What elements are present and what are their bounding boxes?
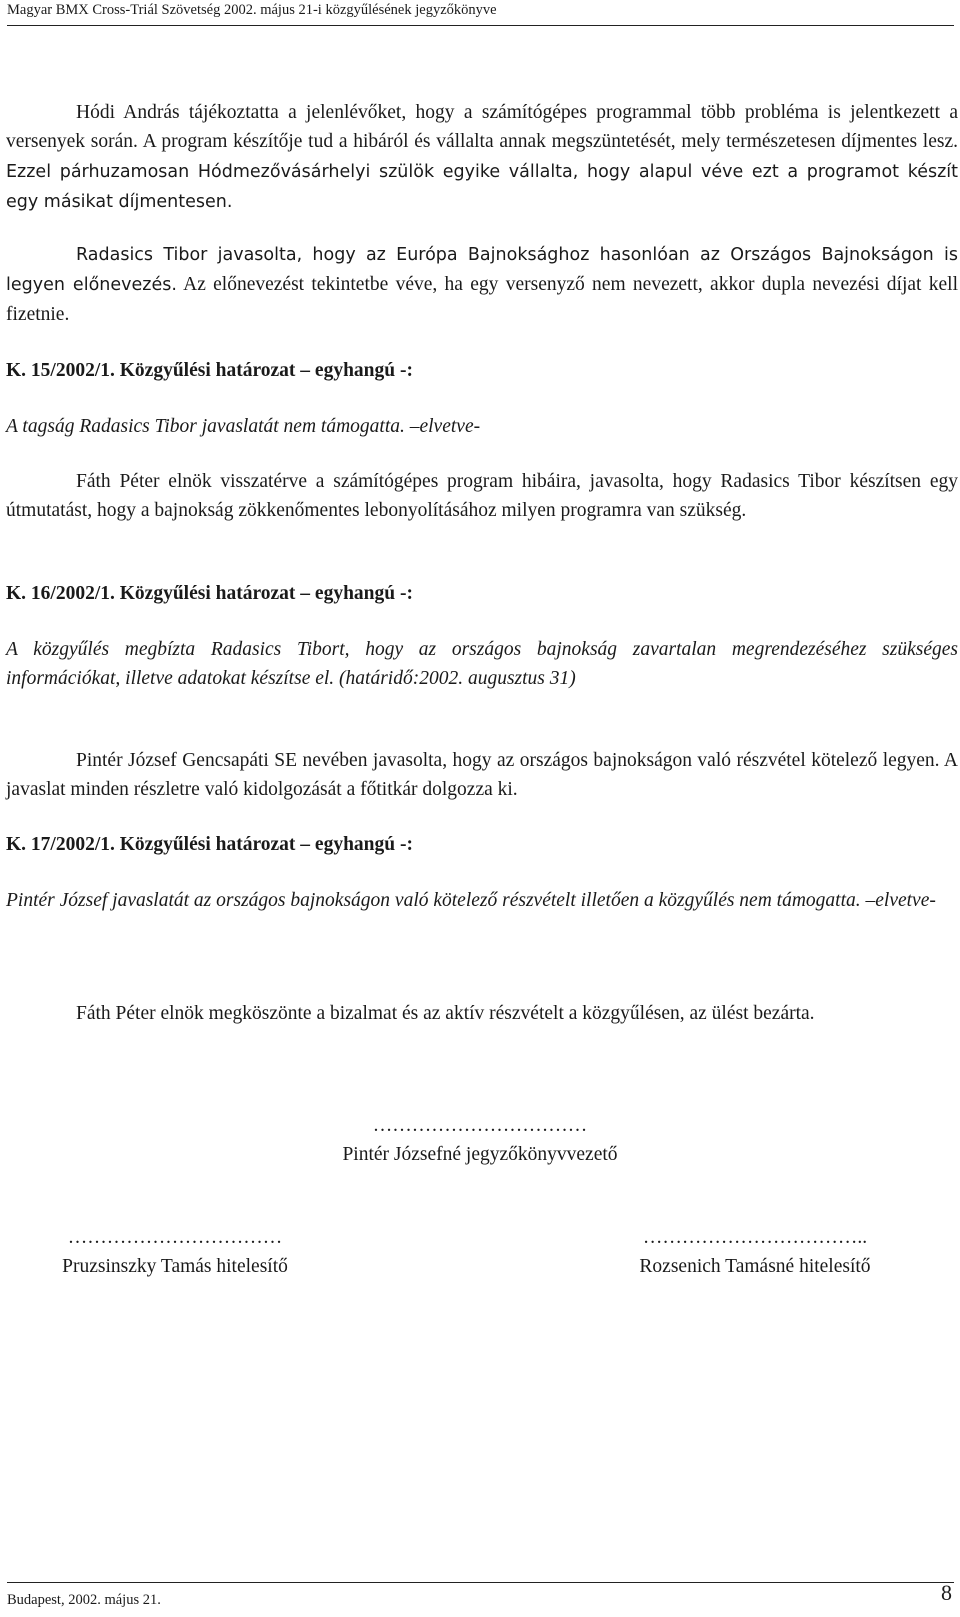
header-divider (7, 25, 954, 26)
paragraph-prenomination-part2: Az előnevezést tekintetbe véve, ha egy versenyző nem nevezett, akkor dupla nevezési díjat kell fizetnie. (6, 274, 958, 325)
signature-authenticator-left (10, 1223, 340, 1281)
paragraph-mandatory-participation: Pintér József Gencsapáti SE nevében javasolta, hogy az országos bajnokságon való részvétel kötelező legyen. A javaslat minden részletre való kidolgozását a főtitkár dolgozza ki. (6, 750, 958, 800)
paragraph-program-issues (6, 98, 958, 217)
paragraph-prenomination (6, 241, 958, 330)
signature-name-authenticator-left: Pruzsinszky Tamás hitelesítő (62, 1256, 288, 1277)
resolution-16-text: A közgyűlés megbízta Radasics Tibort, hogy az országos bajnokság zavartalan megrendezéséhez szükséges információkat, illetve adatokat készítse el. (határidő:2002. augusztus 31) (6, 639, 958, 689)
footer-date: Budapest, 2002. május 21. (7, 1592, 161, 1608)
footer-divider (7, 1582, 954, 1583)
signature-name-recorder: Pintér Józsefné jegyzőkönyvvezető (342, 1144, 618, 1165)
signature-recorder (270, 1111, 690, 1169)
resolution-17-heading: K. 17/2002/1. Közgyűlési határozat – egyhangú -: (6, 834, 413, 855)
paragraph-closing: Fáth Péter elnök megköszönte a bizalmat és az aktív részvételt a közgyűlésen, az ülést bezárta. (76, 1003, 815, 1024)
resolution-16-heading: K. 16/2002/1. Közgyűlési határozat – egyhangú -: (6, 583, 413, 604)
page-number: 8 (941, 1580, 952, 1605)
document-header: Magyar BMX Cross-Triál Szövetség 2002. május 21-i közgyűlésének jegyzőkönyve (7, 2, 497, 18)
paragraph-guide-request: Fáth Péter elnök visszatérve a számítógépes program hibáira, javasolta, hogy Radasics Tibor készítsen egy útmutatást, hogy a bajnokság zökkenőmentes lebonyolításához milyen programra van szükség. (6, 471, 958, 521)
resolution-15-text: A tagság Radasics Tibor javaslatát nem támogatta. –elvetve- (6, 416, 481, 437)
signature-line: …………………………….. (642, 1227, 868, 1248)
signature-authenticator-right (590, 1223, 920, 1281)
signature-name-authenticator-right: Rozsenich Tamásné hitelesítő (639, 1256, 871, 1277)
resolution-15-heading: K. 15/2002/1. Közgyűlési határozat – egyhangú -: (6, 360, 413, 381)
resolution-17-text: Pintér József javaslatát az országos bajnokságon való kötelező részvételt illetően a közgyűlés nem támogatta. –elvetve- (6, 890, 936, 911)
paragraph-program-issues-part2: Ezzel párhuzamosan Hódmezővásárhelyi szülök egyike vállalta, hogy alapul véve ezt a programot készít egy másikat díjmentesen. (6, 162, 958, 212)
signature-line: …………………………… (67, 1227, 283, 1248)
paragraph-program-issues-part1: Hódi András tájékoztatta a jelenlévőket, hogy a számítógépes programmal több probléma is jelentkezett a versenyek során. A program készítője tud a hibáról és vállalta annak megszüntetését, mely természetesen díjmentes lesz. (6, 102, 958, 152)
paragraph-prenomination-part1: Radasics Tibor javasolta, hogy az Európa Bajnoksághoz hasonlóan az Országos Bajnokságon is legyen előnevezés. (6, 245, 958, 295)
signature-line: …………………………… (372, 1115, 588, 1136)
